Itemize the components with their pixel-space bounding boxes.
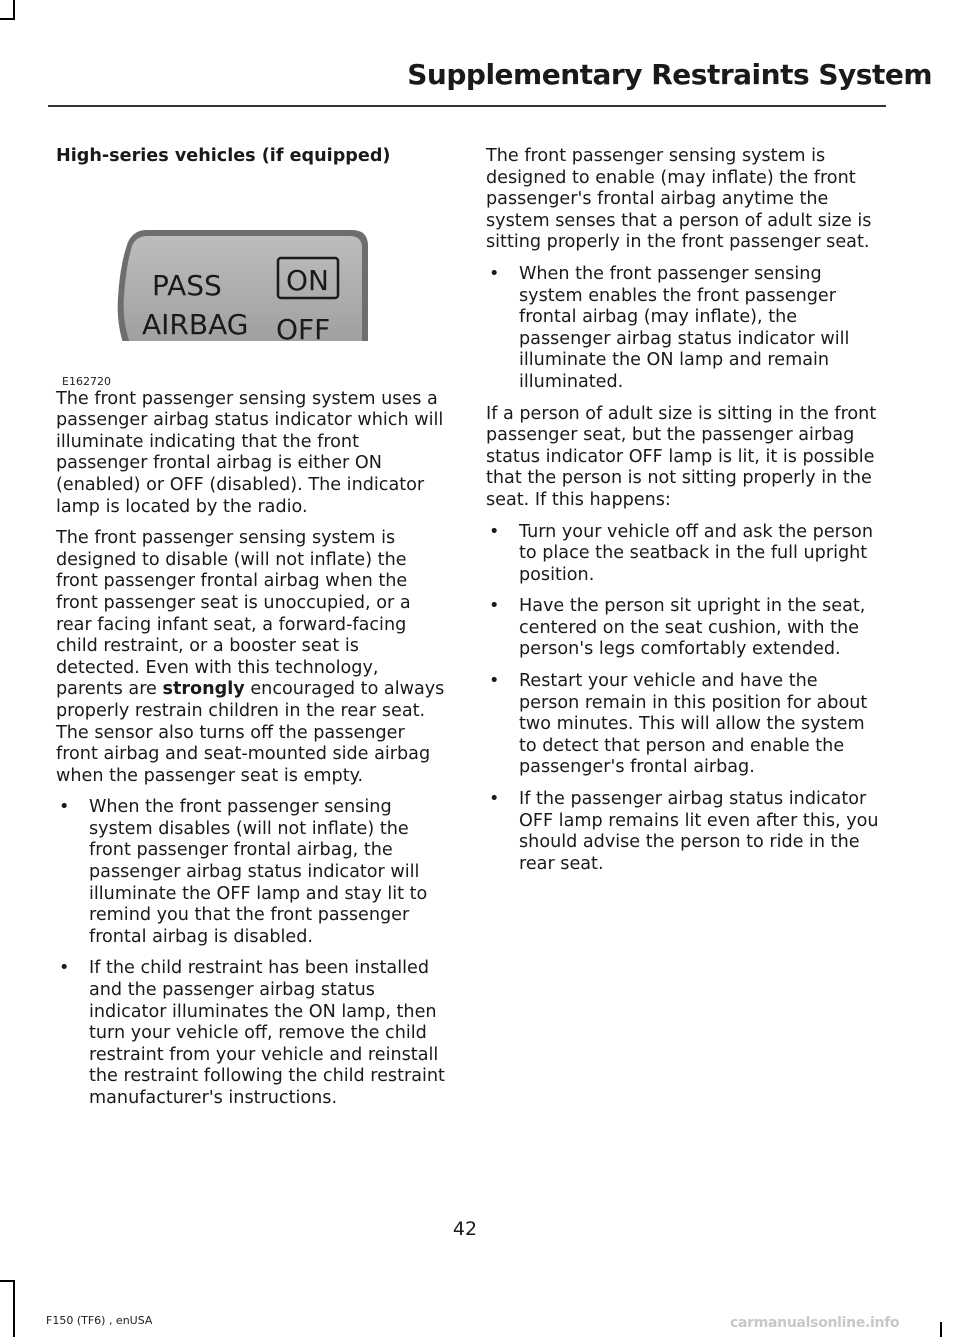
crop-mark <box>13 0 15 20</box>
airbag-indicator-figure <box>56 186 448 389</box>
list-item-text: When the front passenger sensing system enables the front passenger frontal airbag (may inflate), the passenger airbag status indicator will illuminate the ON lamp and remain illuminated. <box>519 263 850 392</box>
list-item-text: If the passenger airbag status indicator OFF lamp remains lit even after this, you should advise the person to ride in the rear seat. <box>519 789 879 874</box>
list-item <box>486 264 880 394</box>
paragraph-text: encouraged to always properly restrain children in the rear seat. The sensor also turns off the passenger front airbag and seat-mounted side airbag when the passenger seat is empty. <box>56 679 445 786</box>
bullet-icon: • <box>489 263 500 284</box>
list-item-text: When the front passenger sensing system disables (will not inflate) the front passenger frontal airbag, the passenger airbag status indicator will illuminate the OFF lamp and stay lit to remind you that the front passenger frontal airbag is disabled. <box>89 797 428 947</box>
indicator-on-text: ON <box>286 263 329 297</box>
bullet-list <box>486 264 880 394</box>
list-item <box>486 522 880 587</box>
section-subheading: High-series vehicles (if equipped) <box>56 146 391 166</box>
emphasis-text: strongly <box>162 679 245 700</box>
airbag-indicator-illustration <box>56 186 386 341</box>
list-item <box>56 958 448 1109</box>
indicator-pass-text: PASS <box>152 268 222 302</box>
bullet-icon: • <box>489 596 500 617</box>
bullet-icon: • <box>59 958 70 979</box>
list-item-text: Restart your vehicle and have the person remain in this position for about two minutes. This will allow the system to detect that person and enable the passenger's frontal airbag. <box>519 671 868 778</box>
list-item-text: Turn your vehicle off and ask the person to place the seatback in the full upright position. <box>519 521 873 585</box>
crop-mark <box>13 1280 15 1337</box>
crop-mark <box>0 1280 15 1282</box>
paragraph: The front passenger sensing system uses a passenger airbag status indicator which will illuminate indicating that the front passenger frontal airbag is either ON (enabled) or OFF (disabled). The indicator lamp is located by the radio. <box>56 388 444 517</box>
bullet-list <box>486 522 880 876</box>
bullet-icon: • <box>489 671 500 692</box>
header-divider <box>48 105 886 107</box>
bullet-icon: • <box>489 789 500 810</box>
page-title: Supplementary Restraints System <box>407 58 932 91</box>
bullet-icon: • <box>489 521 500 542</box>
crop-mark <box>0 18 15 20</box>
crop-mark <box>940 1322 942 1337</box>
paragraph: If a person of adult size is sitting in the front passenger seat, but the passenger airbag status indicator OFF lamp is lit, it is possible that the person is not sitting properly in the seat. If this happens: <box>486 403 877 510</box>
paragraph-text: The front passenger sensing system is designed to disable (will not inflate) the front passenger frontal airbag when the front passenger seat is unoccupied, or a rear facing infant seat, a forward-facing child restraint, or a booster seat is detected. Even with this technology, parents are <box>56 528 411 700</box>
indicator-airbag-text: AIRBAG <box>142 307 249 341</box>
list-item <box>486 596 880 661</box>
left-column <box>56 146 448 1120</box>
list-item-text: If the child restraint has been installed and the passenger airbag status indicator illuminates the ON lamp, then turn your vehicle off, remove the child restraint from your vehicle and reinstall the restraint following the child restraint manufacturer's instructions. <box>89 958 445 1108</box>
footer-model-code: F150 (TF6) , enUSA <box>46 1314 153 1327</box>
watermark: carmanualsonline.info <box>730 1315 900 1331</box>
bullet-icon: • <box>59 797 70 818</box>
list-item <box>486 789 880 875</box>
list-item <box>486 671 880 779</box>
indicator-off-text: OFF <box>276 312 331 341</box>
bullet-list <box>56 797 448 1109</box>
list-item-text: Have the person sit upright in the seat, centered on the seat cushion, with the person's legs comfortably extended. <box>519 596 866 660</box>
right-column <box>486 146 880 885</box>
figure-id-label: E162720 <box>62 374 111 388</box>
paragraph: The front passenger sensing system is designed to enable (may inflate) the front passenger's frontal airbag anytime the system senses that a person of adult size is sitting properly in the front passenger seat. <box>486 146 872 253</box>
paragraph <box>56 528 448 787</box>
list-item <box>56 797 448 948</box>
page-number: 42 <box>452 1218 478 1240</box>
